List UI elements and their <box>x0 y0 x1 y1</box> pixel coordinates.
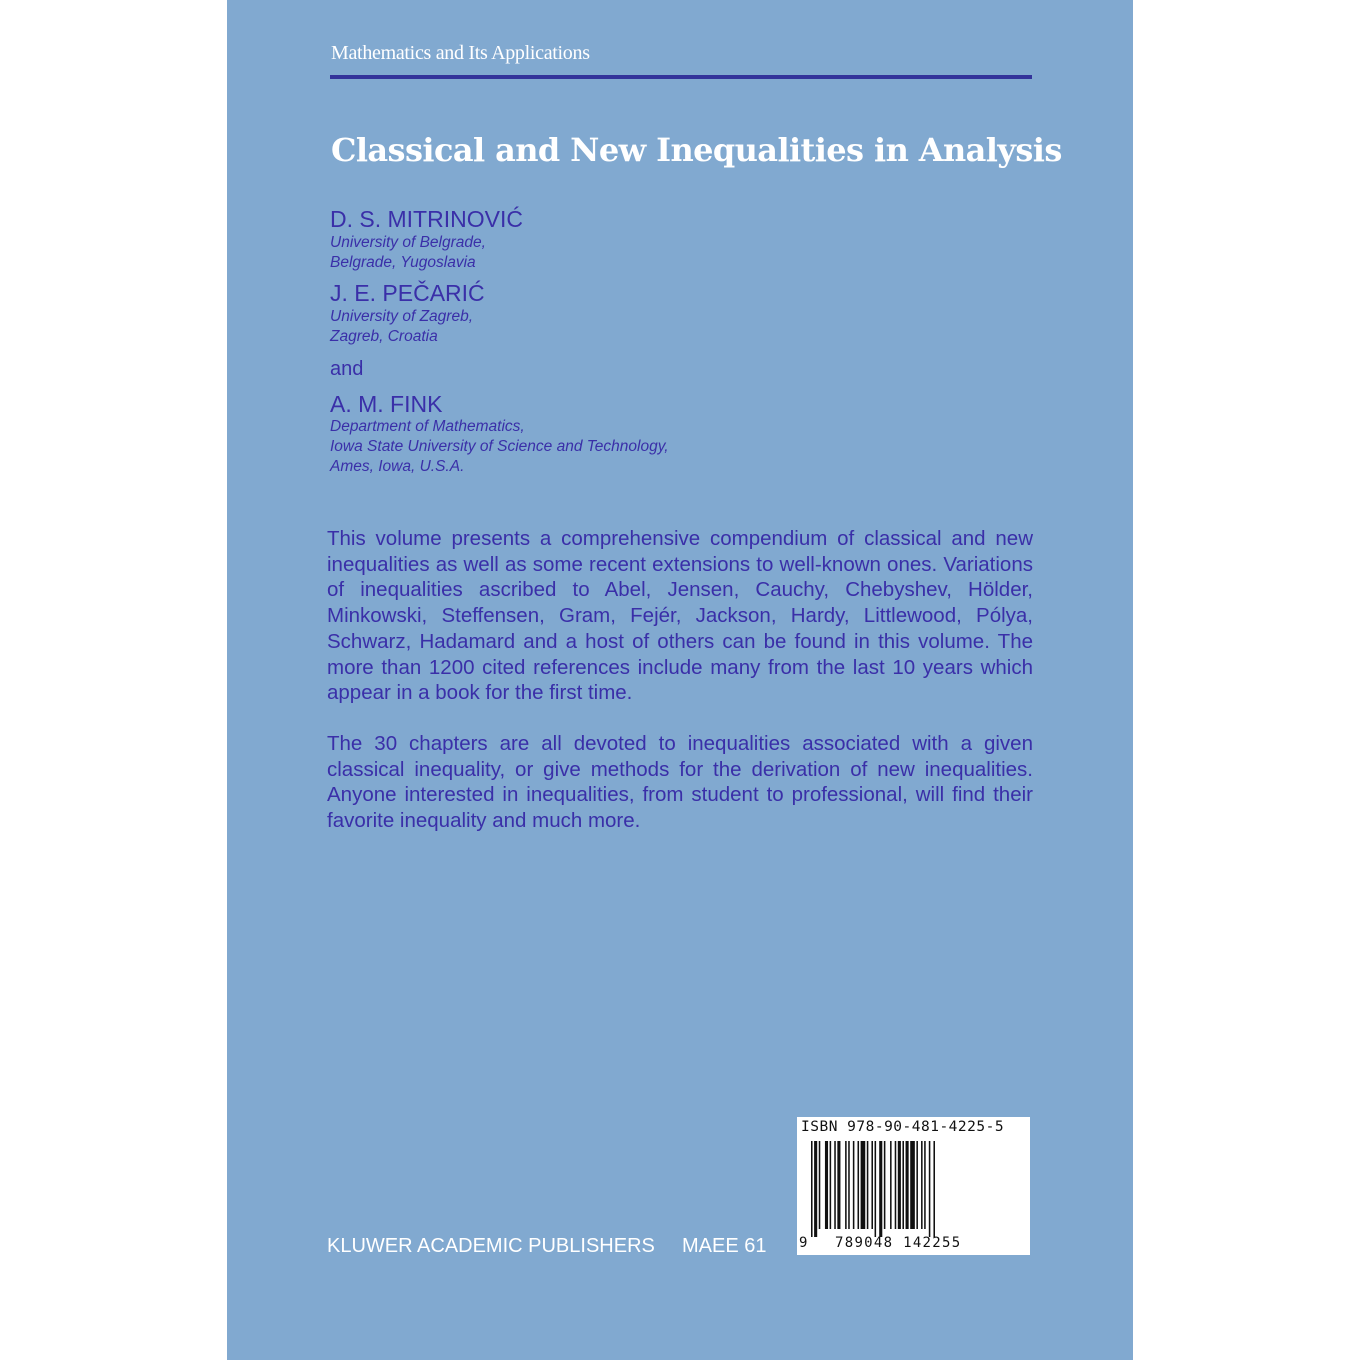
barcode-bar <box>837 1141 840 1229</box>
affiliation-line: University of Belgrade, <box>330 234 486 251</box>
isbn-label: ISBN 978-90-481-4225-5 <box>801 1119 1005 1135</box>
affiliation-line: Belgrade, Yugoslavia <box>330 254 476 271</box>
barcode-bar <box>858 1141 860 1229</box>
barcode-bar <box>916 1141 918 1229</box>
barcode-bar <box>834 1141 836 1229</box>
barcode-bar <box>825 1141 828 1229</box>
affiliation-line: University of Zagreb, <box>330 308 473 325</box>
header-rule <box>330 75 1032 79</box>
barcode-bar <box>879 1141 882 1237</box>
affiliation-line: Zagreb, Croatia <box>330 328 438 345</box>
barcode <box>811 1141 991 1237</box>
barcode-bar <box>819 1141 821 1229</box>
barcode-bar <box>924 1141 926 1229</box>
barcode-digits: 789048 142255 <box>835 1235 962 1251</box>
back-cover <box>227 0 1133 1360</box>
author-affiliation <box>330 233 486 273</box>
book-title: Classical and New Inequalities in Analysis <box>331 131 1062 169</box>
author-affiliation <box>330 307 473 347</box>
series-name: Mathematics and Its Applications <box>331 42 590 64</box>
barcode-lead-digit: 9 <box>799 1235 808 1251</box>
isbn-barcode-block <box>797 1117 1030 1255</box>
author-name: D. S. MITRINOVIĆ <box>330 206 523 232</box>
affiliation-line: Department of Mathematics, <box>330 418 525 435</box>
barcode-bar <box>848 1141 850 1229</box>
barcode-bar <box>861 1141 866 1229</box>
publisher-name: KLUWER ACADEMIC PUBLISHERS <box>327 1235 655 1257</box>
barcode-bar <box>867 1141 869 1229</box>
barcode-bar <box>906 1141 909 1229</box>
barcode-bar <box>811 1141 813 1237</box>
barcode-bar <box>929 1141 931 1237</box>
barcode-bar <box>853 1141 855 1229</box>
barcode-bar <box>933 1141 935 1237</box>
barcode-bar <box>921 1141 923 1229</box>
author-affiliation <box>330 417 669 477</box>
affiliation-line: Iowa State University of Science and Technology, <box>330 438 669 455</box>
barcode-bar <box>890 1141 892 1229</box>
barcode-bar <box>814 1141 817 1237</box>
barcode-bar <box>898 1141 901 1229</box>
author-name: J. E. PEČARIĆ <box>330 280 485 306</box>
author-name: A. M. FINK <box>330 391 443 417</box>
barcode-bar <box>902 1141 904 1229</box>
description-paragraph: This volume presents a comprehensive compendium of classical and new inequalities as well as some recent extensions to well-known ones. Variations of inequalities ascribed to Abel, Jensen, Cauchy, Chebyshev, Hölder, Minkowski, Steffensen, Gram, Fejér, Jackson, Hardy, Littlewood, Pólya, Schwarz, Hadamard and a host of others can be found in this volume. The more than 1200 cited references include many from the last 10 years which appear in a book for the first time. <box>327 527 1033 705</box>
conjunction: and <box>330 358 364 380</box>
barcode-bar <box>875 1141 877 1237</box>
series-code: MAEE 61 <box>682 1235 767 1257</box>
description-paragraph: The 30 chapters are all devoted to inequalities associated with a given classical inequality, or give methods for the derivation of new inequalities. Anyone interested in inequalities, from student to professional, will find their favorite inequality and much more. <box>327 732 1033 833</box>
affiliation-line: Ames, Iowa, U.S.A. <box>330 458 465 475</box>
barcode-bar <box>910 1141 915 1229</box>
barcode-bar <box>830 1141 832 1229</box>
barcode-bar <box>895 1141 897 1229</box>
barcode-bar <box>871 1141 873 1229</box>
barcode-bar <box>884 1141 886 1229</box>
barcode-bar <box>845 1141 847 1229</box>
